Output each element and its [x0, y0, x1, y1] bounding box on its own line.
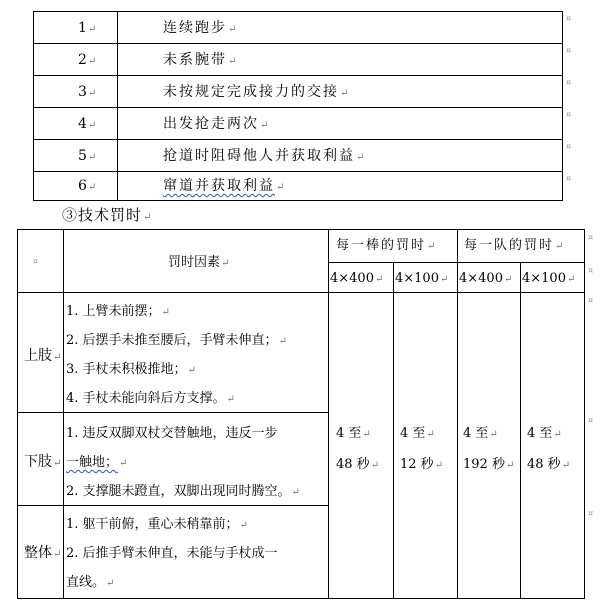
factor-item: 3. 手杖未积极推地；↵ — [66, 362, 196, 377]
time-to: 12 秒↵ — [400, 457, 444, 472]
time-to: 48 秒↵ — [336, 457, 380, 472]
paragraph-return-icon: ↵ — [276, 182, 287, 193]
paragraph-return-icon: ↵ — [87, 88, 97, 99]
paragraph-return-icon: ↵ — [226, 394, 235, 405]
row-number: 4 — [78, 116, 87, 132]
factor-item: 2. 支撑腿未蹬直，双脚出现同时腾空。↵ — [66, 484, 300, 499]
paragraph-return-icon: ↵ — [87, 24, 97, 35]
paragraph-return-icon: ↵ — [187, 365, 196, 376]
time-from: 4 至↵ — [463, 426, 498, 441]
time-from: 4 至↵ — [400, 426, 435, 441]
paragraph-return-icon: ↵ — [566, 274, 576, 285]
row-number: 3 — [78, 84, 87, 100]
penalty-text: 未按规定完成接力的交接 — [163, 84, 339, 100]
sub-header-relay: 4×400↵ — [459, 271, 513, 286]
cell-end-marker-icon: ¤ — [566, 174, 572, 183]
penalty-text: 未系腕带 — [163, 52, 227, 68]
paragraph-return-icon: ↵ — [362, 429, 371, 440]
time-to: 192 秒↵ — [463, 457, 515, 472]
paragraph-return-icon: ↵ — [503, 274, 513, 285]
factor-item: 1. 躯干前俯，重心未稍靠前；↵ — [66, 517, 248, 532]
paragraph-return-icon: ↵ — [143, 212, 153, 223]
paragraph-return-icon: ↵ — [228, 24, 239, 35]
factor-item: 4. 手杖未能向斜后方支撑。↵ — [66, 391, 235, 406]
factor-item: 2. 后摆手未推至腰后，手臂未伸直；↵ — [66, 333, 287, 348]
paragraph-return-icon: ↵ — [228, 56, 239, 67]
paragraph-return-icon: ↵ — [561, 460, 571, 471]
paragraph-return-icon: ↵ — [505, 460, 515, 471]
sub-header-relay: 4×100↵ — [522, 271, 576, 286]
factor-header: 罚时因素↵ — [168, 255, 230, 270]
row-number: 1 — [78, 20, 87, 36]
paragraph-return-icon: ↵ — [356, 152, 367, 163]
paragraph-return-icon: ↵ — [427, 241, 438, 252]
paragraph-return-icon: ↵ — [161, 307, 170, 318]
paragraph-return-icon: ↵ — [87, 56, 97, 67]
paragraph-return-icon: ↵ — [260, 120, 271, 131]
cell-end-marker-icon: ¤ — [588, 509, 594, 518]
paragraph-return-icon: ↵ — [239, 520, 248, 531]
time-from: 4 至↵ — [336, 426, 371, 441]
paragraph-return-icon: ↵ — [426, 429, 435, 440]
paragraph-return-icon: ↵ — [374, 274, 384, 285]
penalty-text: 抢道时阻碍他人并获取利益 — [163, 148, 355, 164]
paragraph-return-icon: ↵ — [221, 258, 230, 269]
row-number: 5 — [78, 148, 87, 164]
paragraph-return-icon: ↵ — [555, 241, 566, 252]
time-from: 4 至↵ — [527, 426, 562, 441]
row-number: 6 — [78, 178, 87, 194]
paragraph-return-icon: ↵ — [53, 458, 62, 469]
penalty-text: 窜道并获取利益 — [163, 178, 275, 194]
group-header-per-team: 每一队的罚时↵ — [464, 238, 566, 253]
paragraph-return-icon: ↵ — [87, 152, 97, 163]
penalty-text: 出发抢走两次 — [163, 116, 259, 132]
paragraph-return-icon: ↵ — [119, 458, 128, 469]
time-to: 48 秒↵ — [527, 457, 571, 472]
cell-end-marker-icon: ¤ — [566, 110, 572, 119]
paragraph-return-icon: ↵ — [553, 429, 562, 440]
paragraph-return-icon: ↵ — [340, 88, 351, 99]
sub-header-relay: 4×100↵ — [395, 271, 449, 286]
paragraph-return-icon: ↵ — [489, 429, 498, 440]
penalty-text: 连续跑步 — [163, 20, 227, 36]
cell-end-marker-icon: ¤ — [588, 266, 594, 275]
paragraph-return-icon: ↵ — [87, 182, 97, 193]
cell-end-marker-icon: ¤ — [588, 233, 594, 242]
paragraph-return-icon: ↵ — [439, 274, 449, 285]
paragraph-return-icon: ↵ — [278, 336, 287, 347]
cell-end-marker-icon: ¤ — [566, 14, 572, 23]
paragraph-return-icon: ↵ — [291, 487, 300, 498]
paragraph-return-icon: ↵ — [53, 549, 62, 560]
row-label: 整体↵ — [24, 545, 62, 561]
paragraph-return-icon: ↵ — [370, 460, 380, 471]
paragraph-return-icon: ↵ — [434, 460, 444, 471]
paragraph-return-icon: ↵ — [53, 352, 62, 363]
factor-item: 2. 后推手臂未伸直，未能与手杖成一 — [66, 546, 278, 561]
cell-end-marker-icon: ¤ — [33, 257, 39, 266]
cell-end-marker-icon: ¤ — [566, 142, 572, 151]
paragraph-return-icon: ↵ — [106, 578, 115, 589]
cell-end-marker-icon: ¤ — [588, 296, 594, 305]
cell-end-marker-icon: ¤ — [566, 78, 572, 87]
factor-item: 一触地；↵ — [66, 455, 128, 470]
factor-item: 直线。↵ — [66, 575, 115, 590]
sub-header-relay: 4×400↵ — [330, 271, 384, 286]
cell-end-marker-icon: ¤ — [566, 46, 572, 55]
section-heading: ③技术罚时↵ — [62, 206, 153, 224]
factor-item: 1. 违反双脚双杖交替触地，违反一步 — [66, 426, 278, 441]
group-header-per-leg: 每一棒的罚时↵ — [336, 238, 438, 253]
factor-item: 1. 上臂未前摆；↵ — [66, 304, 170, 319]
row-number: 2 — [78, 52, 87, 68]
paragraph-return-icon: ↵ — [87, 120, 97, 131]
row-label: 下肢↵ — [24, 454, 62, 470]
row-label: 上肢↵ — [24, 348, 62, 364]
cell-end-marker-icon: ¤ — [588, 416, 594, 425]
